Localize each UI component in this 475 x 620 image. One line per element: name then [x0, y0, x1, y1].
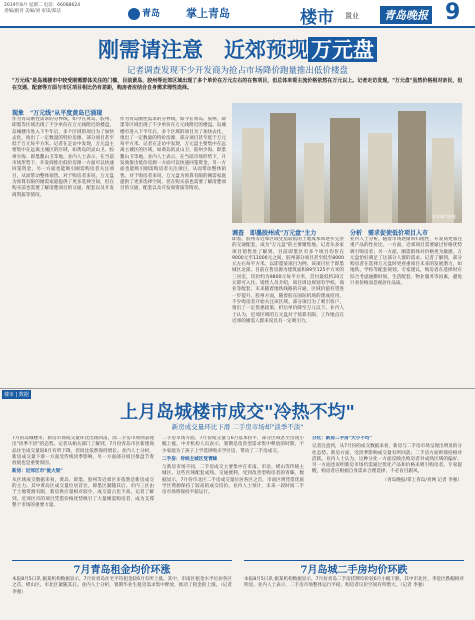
page-header	[0, 0, 475, 28]
bottom-right-article	[244, 560, 464, 618]
article1-headline: 刚需请注意 近郊预现 万元盘	[0, 34, 475, 64]
article1-column-1b: 作为青岛刚性需求的分界线，如今在黄岛、胶州、即墨等区域出现了不少单价在万元线附近的楼盘。岛城楼市进入下半年后，多个区域的项目为了加快去化，推出了一定数量的特价房源，部分项目甚至低于万元每平方米。记者在走访中发现，万元盘主要集中在远离主城区的区域，如黄岛的灵山卫、胶州少海、即墨鳌山卫等地。业内人士表示，在当前市场形势下，开发商推出低价房源一方面可以快速回笼资金，另一方面也能吸引刚需购房者关注项目，从而带动整体销售。对于购房者来说，万元盘为预算有限的刚需家庭提供了更多选择空间，但在购买前也需要了解清楚项目的交通、配套以及开发商资质等情况。	[120, 117, 226, 192]
app-logo: 掌上青岛	[186, 7, 230, 20]
logo-icon	[128, 8, 140, 20]
article1-subtitle: 记者调查发现不少开发商为抢占市场降价跑量推出低价楼盘	[126, 66, 348, 76]
bottom-right-body: 本报8月5日讯 据某机构数据显示，7月份青岛二手房挂牌均价较6月小幅下跌，其中市北区、李沧区跌幅相对明显。业内人士表示，二手房市场整体运行平稳，购房者议价空间有所增大。（记者 李强）	[244, 577, 464, 589]
header-meta	[4, 3, 124, 15]
bottom-left-body: 本报8月5日讯 据某机构数据显示，7月份青岛住宅平均租金较6月有所上涨。其中，市南区租金水平位居各区之首，崂山区、市北区紧随其后。业内人士分析，暑期毕业生租房需求集中释放，推动了租金的上涨。（记者 李强）	[12, 577, 232, 595]
article1-subhead-1: 现象 "万元线"从平度黄岛已涌现	[12, 110, 103, 117]
newspaper-brand: 青岛晚报	[380, 6, 432, 24]
section-title: 楼市	[300, 8, 334, 28]
meta-line2: 责编/副刊 美编/刘 审读/郑洁	[4, 9, 61, 14]
article1-column-1: 作为青岛刚性需求的分界线，如今在黄岛、胶州、即墨等区域出现了不少单价在万元线附近的楼盘。岛城楼市进入下半年后，多个区域的项目为了加快去化，推出了一定数量的特价房源，部分项目甚至低于万元每平方米。记者在走访中发现，万元盘主要集中在远离主城区的区域，如黄岛的灵山卫、胶州少海、即墨鳌山卫等地。业内人士表示，在当前市场形势下，开发商推出低价房源一方面可以快速回笼资金，另一方面也能吸引刚需购房者关注项目，从而带动整体销售。对于购房者来说，万元盘为预算有限的刚需家庭提供了更多选择空间，但在购买前也需要了解清楚项目的交通、配套以及开发商资质等情况。	[12, 117, 114, 198]
qingwang-logo: 青岛	[128, 6, 160, 20]
article1-lead: "万元线"是岛城楼市中较受刚需群体关注的门槛，目前黄岛、胶州等近郊区域出现了多个单价在万元左右的在售项目，但总体来看主流价格依然在万元以上。记者走访发现，"万元盘"虽然价格相对亲民，但在交通、配套等方面与市区项目相比仍有差距，购房者应结合自身需求理性选择。	[12, 78, 463, 91]
article1-column-3: 业内人士分析，随着市场逐渐回归理性，开发商更加注重产品的性价比。一方面，近郊项目需要通过价格优势吸引购房者；另一方面，刚需群体对价格更为敏感，万元盘恰好满足了这部分人群的需求。记者了解到，部分购房者在选择万元盘时更看重项目未来的发展潜力，如地铁、学校等配套规划。专家建议，购房者在选择时应综合考虑通勤时间、生活配套、物业服务等因素，避免只看价格而忽视居住品质。	[350, 237, 462, 287]
article2-subhead-2: 二手房：传统主城区受青睐	[162, 456, 218, 462]
bottom-right-headline: 7月岛城二手房均价环跌	[300, 565, 408, 576]
article2-kicker: 楼市 | 数据	[4, 392, 29, 398]
article2-subhead-3: 分化：新房二手房"大小不均"	[312, 436, 372, 441]
article2-subhead-1: 新房：近郊区市"挑大梁"	[12, 469, 63, 475]
article2-column-3: 分化：新房二手房"大小不均" 记者注意到，从7月份的成交数据来看，新房与二手房市场呈现出明显的分化态势。新房方面，受淡季影响成交量有所回落；二手房方面则保持相对活跃。业内人士认为，这种分化一方面反映出购房者对成熟区域的偏好，另一方面也说明新房市场仍需通过优化产品和价格来吸引购房者。专家提醒，购房者应根据自身需求合理选择，不必盲目跟风。 （青岛晚报/掌上青岛/青网 记者 李强）	[312, 436, 462, 483]
section-divider	[0, 388, 475, 389]
article2-byline: （青岛晚报/掌上青岛/青网 记者 李强）	[382, 477, 462, 483]
photo-caption: 青岛城市新貌	[432, 214, 456, 219]
building-photo	[232, 103, 462, 223]
article1-column-2: 即墨、胶州等近郊区域凭借较低的土地成本和逐步完善的交通配套，成为"万元盘"的主要聚集地。记者从多家项目销售处了解到，目前即墨区有多个项目均价在9000元至11000元之间，胶州部分项目甚至低至8000元左右每平方米。以即墨某项目为例，该项目位于即墨城区北部，目前在售房源为建筑面积89至125平方米的三居室，均价约为9800元每平方米，首付最低约20万元即可入住。销售人员介绍，项目周边规划有学校、商业等配套，未来随着地铁线路的开通，区域价值有望进一步提升。胶州方面，随着胶东国际机场的建成投用，不少购房者开始关注该区域。部分项目为了吸引客户，推出了一定优惠政策，折后单价降至万元以下。业内人士认为，近郊区域的万元盘对于预算有限、工作地点在近郊的刚需人群来说具有一定吸引力。	[232, 237, 344, 324]
article2-headline: 上月岛城楼市成交"冷热不均"	[120, 402, 355, 423]
article2-subtitle: 新房成交量环比下滑 二手房市场却"淡季不淡"	[171, 423, 304, 431]
meta-line1: 2019年8月 星期二 电话：66088624	[4, 3, 81, 8]
article2-column-2: 二手房市场方面，7月份成交量与6月基本持平，部分区域甚至出现小幅上涨。中介机构人员表示，暑期是改善型需求集中释放的时期，不少家庭为了孩子上学选择购买学区房，带动了二手房成交。 二手房：传统主城区受青睐 与新房市场不同，二手房成交主要集中在市南、市北、崂山等传统主城区。这些区域配套成熟、交通便利，受到改善型购房者的青睐。数据显示，7月份市北区二手房成交量位居各区之首，市南区则凭借优质学区资源保持了较高的成交均价。业内人士预计，未来一段时间二手房市场将保持平稳运行。	[162, 436, 304, 496]
article1-subhead-2: 调查 即墨胶州成"万元盘"主力	[232, 230, 317, 237]
bottom-left-article	[12, 560, 232, 618]
article1-subhead-3: 分析 需求促使低价项目入市	[350, 230, 429, 237]
bottom-left-headline: 7月青岛租金均价环涨	[73, 565, 171, 576]
article2-column-1: 7月的岛城楼市，新房市场成交量环比出现回落，而二手房市场则表现出"淡季不淡"的态势。记者从相关部门了解到，7月份青岛市区新建商品住宅成交量较6月有所下降，但同比依然保持增长。业内人士分析，新房成交量下滑一方面受传统淡季影响，另一方面部分项目推盘节奏放缓也是重要原因。 新房：近郊区市"挑大梁" 从区域成交数据来看，黄岛、即墨、胶州等近郊区市依然是新房成交的主力。其中黄岛区成交量位居首位，即墨区紧随其后。市内三区由于土地资源有限，新房供应量相对较少，成交量占比不高。记者了解到，近郊区市的项目凭借价格优势吸引了大量刚需购房者，成为支撑整个市场的重要力量。	[12, 436, 154, 508]
page-number: 9	[445, 0, 461, 25]
subsection-title: 置业	[345, 12, 359, 20]
